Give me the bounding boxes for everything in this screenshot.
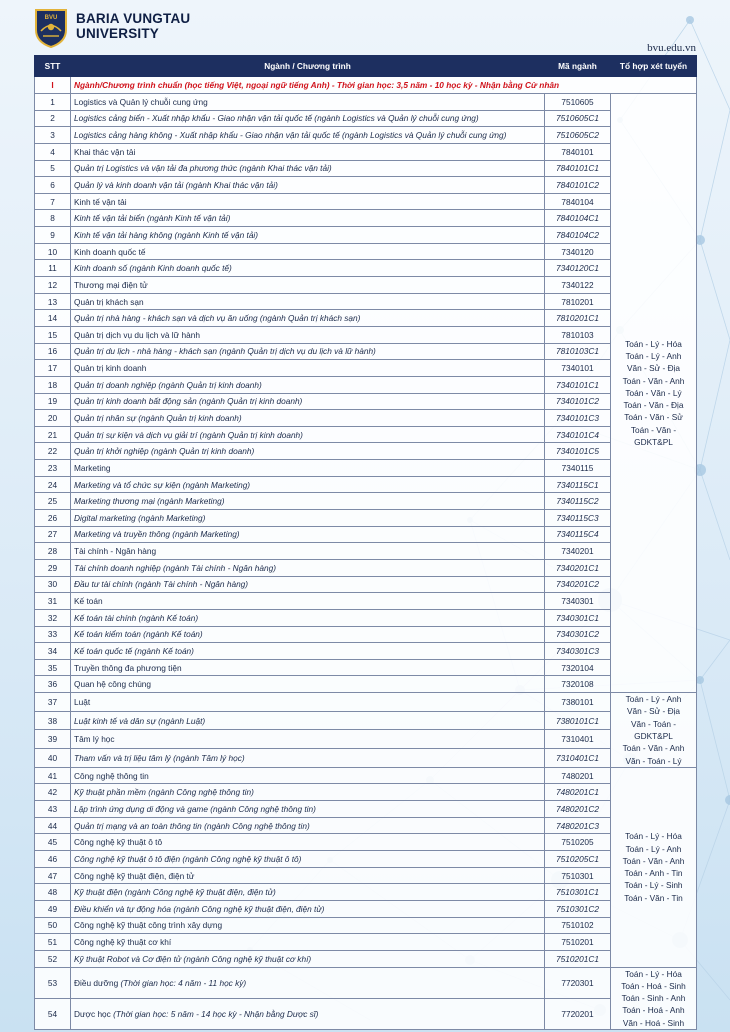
program-name-main: Điều dưỡng: [74, 977, 121, 988]
combination-item: Toán - Sinh - Anh: [621, 993, 686, 1004]
row-number: 32: [35, 609, 71, 626]
admission-table-container: [34, 55, 696, 1030]
program-code: 7840101C1: [545, 160, 611, 177]
row-number: 30: [35, 576, 71, 593]
program-code: 7480201C1: [545, 784, 611, 801]
row-number: 46: [35, 851, 71, 868]
table-row: [35, 609, 697, 626]
program-code: 7840104: [545, 193, 611, 210]
row-number: 6: [35, 177, 71, 194]
page-header: [34, 8, 696, 52]
university-logo: [34, 8, 68, 48]
row-number: 7: [35, 193, 71, 210]
program-code: 7340115C2: [545, 493, 611, 510]
table-row: [35, 950, 697, 967]
program-name: Kinh doanh số (ngành Kinh doanh quốc tế): [71, 260, 545, 277]
row-number: 18: [35, 376, 71, 393]
table-header-row: [35, 56, 697, 77]
program-name: Công nghệ kỹ thuật ô tô điện (ngành Công nghệ kỹ thuật ô tô): [71, 851, 545, 868]
program-name: Tham vấn và trị liệu tâm lý (ngành Tâm lý học): [71, 749, 545, 768]
row-number: 9: [35, 227, 71, 244]
program-name: Kinh tế vận tải hàng không (ngành Kinh tế vận tải): [71, 227, 545, 244]
table-row: [35, 801, 697, 818]
row-number: 8: [35, 210, 71, 227]
program-code: 7510605: [545, 94, 611, 111]
row-number: 31: [35, 593, 71, 610]
program-code: 7380101: [545, 693, 611, 712]
row-number: 41: [35, 767, 71, 784]
program-name: Quản trị nhân sự (ngành Quản trị kinh doanh): [71, 410, 545, 427]
row-number: 28: [35, 543, 71, 560]
table-row: [35, 967, 697, 998]
program-name: Quản trị mạng và an toàn thông tin (ngành Công nghệ thông tin): [71, 817, 545, 834]
program-name: Logistics cảng hàng không - Xuất nhập khẩu - Giao nhận vận tải quốc tế (ngành Logistics và Quản lý chuỗi cung ứng): [71, 127, 545, 144]
combination-item: Văn - Hoá - Sinh: [622, 1017, 685, 1028]
table-row: [35, 227, 697, 244]
row-number: 1: [35, 94, 71, 111]
combination-item: Toán - Lý - Sinh: [624, 880, 683, 891]
program-name-main: Dược học: [74, 1008, 114, 1019]
table-row: [35, 410, 697, 427]
row-number: 27: [35, 526, 71, 543]
row-number: 20: [35, 410, 71, 427]
university-name-line2: UNIVERSITY: [76, 26, 160, 41]
program-name: Logistics và Quản lý chuỗi cung ứng: [71, 94, 545, 111]
program-code: 7480201C3: [545, 817, 611, 834]
row-number: 13: [35, 293, 71, 310]
program-name: Tài chính doanh nghiệp (ngành Tài chính - Ngân hàng): [71, 559, 545, 576]
combination-item: Toán - Văn - GDKT&PL: [630, 424, 677, 448]
combination-item: Toán - Văn - Anh: [622, 375, 685, 386]
program-name: Kế toán quốc tế (ngành Kế toán): [71, 643, 545, 660]
program-duration-note: (Thời gian học: 4 năm - 11 học kỳ): [120, 977, 247, 988]
table-row: [35, 210, 697, 227]
combination-cell: [611, 94, 697, 693]
program-name: Truyền thông đa phương tiện: [71, 659, 545, 676]
row-number: 50: [35, 917, 71, 934]
combination-item: Văn - Sử - Địa: [626, 706, 681, 717]
row-number: 26: [35, 510, 71, 527]
program-name: Thương mại điện tử: [71, 277, 545, 294]
program-name: Công nghệ kỹ thuật công trình xây dựng: [71, 917, 545, 934]
table-row: [35, 310, 697, 327]
combination-item: Toán - Lý - Anh: [625, 843, 682, 854]
row-number: 12: [35, 277, 71, 294]
combination-item: Toán - Văn - Địa: [623, 400, 684, 411]
table-row: [35, 730, 697, 749]
program-code: 7340301C2: [545, 626, 611, 643]
program-code: 7340115C1: [545, 476, 611, 493]
program-name: [71, 998, 545, 1029]
row-number: 21: [35, 426, 71, 443]
combination-item: Toán - Anh - Tin: [624, 868, 683, 879]
program-code: 7310401C1: [545, 749, 611, 768]
program-duration-note: (Thời gian học: 5 năm - 14 học kỳ - Nhận bằng Dược sĩ): [113, 1008, 319, 1019]
row-number: 37: [35, 693, 71, 712]
row-number: 33: [35, 626, 71, 643]
program-code: 7510102: [545, 917, 611, 934]
table-row: [35, 834, 697, 851]
row-number: 47: [35, 867, 71, 884]
program-code: 7480201: [545, 767, 611, 784]
table-row: [35, 917, 697, 934]
row-number: 16: [35, 343, 71, 360]
row-number: 40: [35, 749, 71, 768]
program-name: Công nghệ kỹ thuật cơ khí: [71, 934, 545, 951]
program-name: Luật: [71, 693, 545, 712]
program-name: Kinh tế vận tải biển (ngành Kinh tế vận tải): [71, 210, 545, 227]
program-code: 7340101C2: [545, 393, 611, 410]
table-row: [35, 884, 697, 901]
row-number: 2: [35, 110, 71, 127]
program-code: 7340301C3: [545, 643, 611, 660]
program-name: Quản trị dịch vụ du lịch và lữ hành: [71, 326, 545, 343]
section-number: I: [35, 77, 71, 94]
combination-item: Văn - Toán - GDKT&PL: [630, 718, 677, 741]
program-code: 7340101C5: [545, 443, 611, 460]
program-name: [71, 967, 545, 998]
row-number: 29: [35, 559, 71, 576]
program-name: Kỹ thuật phần mềm (ngành Công nghệ thông tin): [71, 784, 545, 801]
table-row: [35, 393, 697, 410]
program-code: 7340115C3: [545, 510, 611, 527]
table-row: [35, 784, 697, 801]
program-code: 7840101C2: [545, 177, 611, 194]
program-code: 7720301: [545, 967, 611, 998]
row-number: 11: [35, 260, 71, 277]
row-number: 36: [35, 676, 71, 693]
column-header-combination: Tổ hợp xét tuyển: [611, 56, 697, 77]
table-row: [35, 851, 697, 868]
row-number: 51: [35, 934, 71, 951]
program-code: 7510301: [545, 867, 611, 884]
program-name: Lập trình ứng dụng di động và game (ngành Công nghệ thông tin): [71, 801, 545, 818]
row-number: 34: [35, 643, 71, 660]
program-name: Logistics cảng biển - Xuất nhập khẩu - Giao nhận vận tải quốc tế (ngành Logistics và Quản lý chuỗi cung ứng): [71, 110, 545, 127]
program-name: Marketing thương mại (ngành Marketing): [71, 493, 545, 510]
website-link[interactable]: bvu.edu.vn: [647, 42, 696, 54]
row-number: 10: [35, 243, 71, 260]
row-number: 35: [35, 659, 71, 676]
program-name: Marketing và truyền thông (ngành Marketing): [71, 526, 545, 543]
combination-item: Toán - Văn - Anh: [622, 855, 685, 866]
row-number: 22: [35, 443, 71, 460]
combination-item: Văn - Sử - Địa: [626, 363, 681, 374]
section-row: [35, 77, 697, 94]
program-code: 7840104C2: [545, 227, 611, 244]
program-name: Kế toán kiểm toán (ngành Kế toán): [71, 626, 545, 643]
logo-text: BVU: [44, 15, 58, 21]
program-code: 7840101: [545, 143, 611, 160]
table-row: [35, 576, 697, 593]
program-name: Quản trị Logistics và vận tải đa phương thức (ngành Khai thác vận tải): [71, 160, 545, 177]
table-row: [35, 510, 697, 527]
program-code: 7380101C1: [545, 711, 611, 730]
combination-item: Toán - Lý - Hóa: [625, 831, 682, 842]
column-header-stt: STT: [35, 56, 71, 77]
program-name: Kỹ thuật Robot và Cơ điện tử (ngành Công nghệ kỹ thuật cơ khí): [71, 950, 545, 967]
row-number: 44: [35, 817, 71, 834]
program-code: 7810201C1: [545, 310, 611, 327]
program-code: 7340301C1: [545, 609, 611, 626]
table-row: [35, 193, 697, 210]
program-name: Đầu tư tài chính (ngành Tài chính - Ngân hàng): [71, 576, 545, 593]
table-row: [35, 749, 697, 768]
program-code: 7340120: [545, 243, 611, 260]
row-number: 5: [35, 160, 71, 177]
row-number: 15: [35, 326, 71, 343]
combination-item: Toán - Văn - Tin: [624, 892, 683, 903]
row-number: 53: [35, 967, 71, 998]
table-body: [35, 77, 697, 1030]
table-row: [35, 659, 697, 676]
row-number: 43: [35, 801, 71, 818]
program-code: 7510605C1: [545, 110, 611, 127]
table-row: [35, 493, 697, 510]
program-code: 7510201: [545, 934, 611, 951]
combination-item: Toán - Hoá - Anh: [622, 1005, 685, 1016]
table-row: [35, 143, 697, 160]
combination-cell: [611, 767, 697, 967]
program-name: Marketing và tổ chức sự kiện (ngành Marketing): [71, 476, 545, 493]
row-number: 24: [35, 476, 71, 493]
table-row: [35, 900, 697, 917]
program-code: 7720201: [545, 998, 611, 1029]
program-name: Kế toán: [71, 593, 545, 610]
table-row: [35, 676, 697, 693]
combination-item: Toán - Văn - Anh: [622, 743, 685, 754]
combination-item: Toán - Văn - Lý: [625, 387, 682, 398]
program-code: 7340101C4: [545, 426, 611, 443]
combination-item: Văn - Toán - Lý: [625, 755, 682, 766]
table-row: [35, 711, 697, 730]
program-name: Điều khiển và tự động hóa (ngành Công nghệ kỹ thuật điện, điện tử): [71, 900, 545, 917]
combination-cell: [611, 967, 697, 1029]
table-row: [35, 343, 697, 360]
row-number: 52: [35, 950, 71, 967]
row-number: 19: [35, 393, 71, 410]
table-row: [35, 767, 697, 784]
column-header-program: Ngành / Chương trình: [71, 56, 545, 77]
program-code: 7340122: [545, 277, 611, 294]
program-code: 7340101C1: [545, 376, 611, 393]
table-row: [35, 643, 697, 660]
program-code: 7810103C1: [545, 343, 611, 360]
table-row: [35, 460, 697, 477]
row-number: 48: [35, 884, 71, 901]
program-code: 7810103: [545, 326, 611, 343]
program-code: 7510301C1: [545, 884, 611, 901]
program-name: Kế toán tài chính (ngành Kế toán): [71, 609, 545, 626]
program-code: 7340301: [545, 593, 611, 610]
row-number: 4: [35, 143, 71, 160]
row-number: 17: [35, 360, 71, 377]
table-row: [35, 626, 697, 643]
row-number: 23: [35, 460, 71, 477]
row-number: 25: [35, 493, 71, 510]
table-row: [35, 998, 697, 1029]
combination-item: Toán - Lý - Hóa: [625, 968, 682, 979]
program-code: 7340101: [545, 360, 611, 377]
program-code: 7340115: [545, 460, 611, 477]
table-row: [35, 360, 697, 377]
program-name: Công nghệ kỹ thuật điện, điện tử: [71, 867, 545, 884]
table-row: [35, 693, 697, 712]
program-name: Luật kinh tế và dân sự (ngành Luật): [71, 711, 545, 730]
table-row: [35, 260, 697, 277]
program-name: Công nghệ kỹ thuật ô tô: [71, 834, 545, 851]
table-row: [35, 526, 697, 543]
combination-item: Toán - Hoá - Sinh: [621, 980, 686, 991]
table-row: [35, 160, 697, 177]
table-row: [35, 593, 697, 610]
program-name: Quản trị kinh doanh: [71, 360, 545, 377]
program-name: Kỹ thuật điện (ngành Công nghệ kỹ thuật điện, điện tử): [71, 884, 545, 901]
program-name: Quản lý và kinh doanh vận tải (ngành Khai thác vận tải): [71, 177, 545, 194]
program-code: 7340115C4: [545, 526, 611, 543]
program-code: 7510205C1: [545, 851, 611, 868]
table-row: [35, 934, 697, 951]
table-row: [35, 376, 697, 393]
program-code: 7340201C2: [545, 576, 611, 593]
program-code: 7510301C2: [545, 900, 611, 917]
program-name: Marketing: [71, 460, 545, 477]
admission-table: [34, 55, 697, 1030]
combination-item: Toán - Lý - Hóa: [625, 338, 682, 349]
program-name: Quản trị nhà hàng - khách sạn và dịch vụ ăn uống (ngành Quản trị khách sạn): [71, 310, 545, 327]
program-name: Quản trị du lịch - nhà hàng - khách sạn (ngành Quản trị dịch vụ du lịch và lữ hành): [71, 343, 545, 360]
program-code: 7340201C1: [545, 559, 611, 576]
university-name-line1: BARIA VUNGTAU: [76, 11, 191, 26]
program-name: Kinh tế vận tải: [71, 193, 545, 210]
program-code: 7340201: [545, 543, 611, 560]
row-number: 49: [35, 900, 71, 917]
program-code: 7810201: [545, 293, 611, 310]
program-name: Quản trị sự kiện và dịch vụ giải trí (ngành Quản trị kinh doanh): [71, 426, 545, 443]
program-code: 7510201C1: [545, 950, 611, 967]
row-number: 45: [35, 834, 71, 851]
program-name: Quan hệ công chúng: [71, 676, 545, 693]
program-code: 7340120C1: [545, 260, 611, 277]
table-row: [35, 277, 697, 294]
program-code: 7480201C2: [545, 801, 611, 818]
program-name: Tài chính - Ngân hàng: [71, 543, 545, 560]
program-name: Công nghệ thông tin: [71, 767, 545, 784]
program-name: Tâm lý học: [71, 730, 545, 749]
program-name: Khai thác vận tải: [71, 143, 545, 160]
table-row: [35, 817, 697, 834]
row-number: 3: [35, 127, 71, 144]
program-code: 7320104: [545, 659, 611, 676]
program-code: 7840104C1: [545, 210, 611, 227]
program-name: Quản trị doanh nghiệp (ngành Quản trị kinh doanh): [71, 376, 545, 393]
table-row: [35, 94, 697, 111]
program-name: Quản trị khởi nghiệp (ngành Quản trị kinh doanh): [71, 443, 545, 460]
combination-item: Toán - Lý - Anh: [625, 350, 682, 361]
table-row: [35, 867, 697, 884]
row-number: 39: [35, 730, 71, 749]
program-code: 7510605C2: [545, 127, 611, 144]
table-row: [35, 127, 697, 144]
combination-item: Toán - Văn - Sử: [624, 412, 683, 423]
row-number: 54: [35, 998, 71, 1029]
program-name: Quản trị khách sạn: [71, 293, 545, 310]
table-row: [35, 443, 697, 460]
table-row: [35, 426, 697, 443]
row-number: 14: [35, 310, 71, 327]
table-row: [35, 326, 697, 343]
combination-cell: [611, 693, 697, 768]
program-code: 7320108: [545, 676, 611, 693]
table-row: [35, 559, 697, 576]
university-name: [76, 11, 190, 41]
program-code: 7340101C3: [545, 410, 611, 427]
table-row: [35, 177, 697, 194]
row-number: 42: [35, 784, 71, 801]
program-code: 7510205: [545, 834, 611, 851]
program-code: 7310401: [545, 730, 611, 749]
section-title: Ngành/Chương trình chuẩn (học tiếng Việt, ngoại ngữ tiếng Anh) - Thời gian học: 3,5 năm - 10 học kỳ - Nhận bằng Cử nhân: [71, 77, 697, 94]
table-row: [35, 243, 697, 260]
program-name: Digital marketing (ngành Marketing): [71, 510, 545, 527]
program-name: Kinh doanh quốc tế: [71, 243, 545, 260]
table-row: [35, 293, 697, 310]
table-row: [35, 476, 697, 493]
combination-item: Toán - Lý - Anh: [625, 694, 682, 705]
table-row: [35, 110, 697, 127]
row-number: 38: [35, 711, 71, 730]
program-name: Quản trị kinh doanh bất động sản (ngành Quản trị kinh doanh): [71, 393, 545, 410]
table-row: [35, 543, 697, 560]
column-header-code: Mã ngành: [545, 56, 611, 77]
